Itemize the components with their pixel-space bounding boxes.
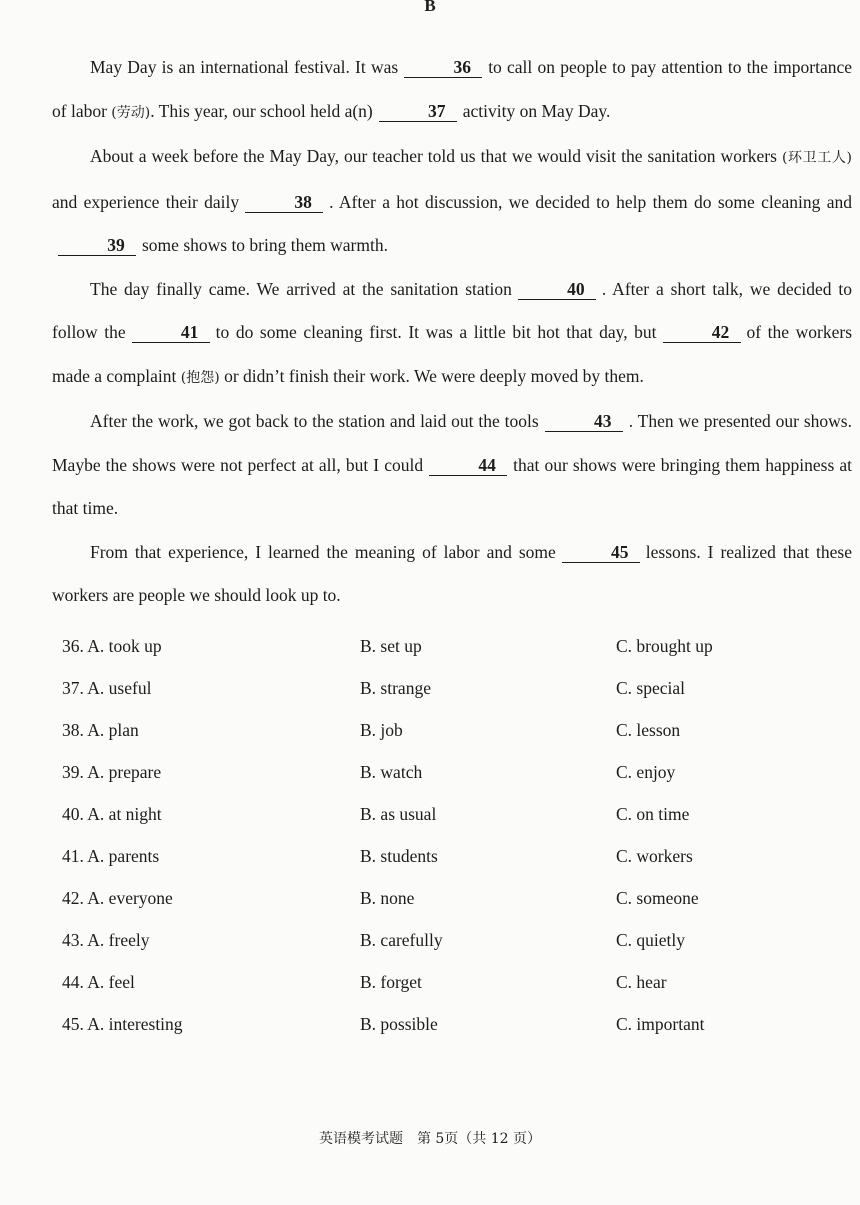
option-b: B. set up: [360, 636, 422, 656]
chinese-gloss: (劳动): [111, 104, 151, 121]
paragraph-5: [52, 531, 852, 618]
option-a: 44. A. feel: [62, 972, 135, 992]
option-b: B. students: [360, 846, 438, 866]
section-label: B: [424, 0, 436, 15]
option-c: C. workers: [616, 846, 693, 866]
blank-43: 43: [545, 411, 623, 432]
question-row: [62, 922, 822, 964]
text: After the work, we got back to the station and laid out the tools: [90, 411, 539, 431]
answer-options: [62, 628, 822, 1048]
option-c: C. someone: [616, 888, 699, 908]
option-c: C. enjoy: [616, 762, 676, 782]
blank-44: 44: [429, 455, 507, 476]
option-a: 37. A. useful: [62, 678, 152, 698]
blank-38: 38: [245, 192, 323, 213]
chinese-gloss: (环卫工人): [781, 150, 852, 166]
text: or didn’t finish their work. We were deeply moved by them.: [224, 365, 644, 386]
cloze-passage: [52, 46, 852, 618]
option-b: B. possible: [360, 1014, 438, 1034]
option-b: B. as usual: [360, 804, 437, 824]
question-row: [62, 628, 822, 670]
option-a: 45. A. interesting: [62, 1014, 183, 1034]
question-row: [62, 880, 822, 922]
option-b: B. none: [360, 888, 415, 908]
option-c: C. brought up: [616, 636, 713, 656]
option-a: 40. A. at night: [62, 804, 162, 824]
text: lessons. I realized that these workers are people we should look up to.: [52, 541, 852, 605]
text: activity on May Day.: [462, 100, 611, 121]
paragraph-3: [52, 268, 852, 401]
blank-42: 42: [663, 322, 741, 343]
blank-37: 37: [379, 101, 457, 122]
text: About a week before the May Day, our teacher told us that we would visit the sanitation workers: [90, 146, 777, 166]
option-c: C. hear: [616, 972, 667, 992]
option-c: C. special: [616, 678, 686, 698]
text: May Day is an international festival. It was: [90, 57, 399, 77]
question-row: [62, 964, 822, 1006]
question-row: [62, 712, 822, 754]
question-row: [62, 796, 822, 838]
text: that our shows were bringing them happiness at that time.: [52, 454, 852, 518]
question-row: [62, 670, 822, 712]
option-b: B. carefully: [360, 930, 443, 950]
paragraph-1: [52, 46, 852, 135]
text: and experience their daily: [52, 191, 240, 212]
chinese-gloss: (抱怨): [180, 369, 220, 386]
text: of the workers made a complaint: [52, 322, 852, 386]
option-a: 39. A. prepare: [62, 762, 162, 782]
text: The day finally came. We arrived at the sanitation station: [90, 278, 512, 299]
blank-40: 40: [518, 279, 596, 300]
text: to call on people to pay attention to the importance of labor: [52, 57, 852, 121]
option-a: 42. A. everyone: [62, 888, 173, 908]
option-b: B. job: [360, 720, 403, 740]
text: some shows to bring them warmth.: [142, 235, 388, 255]
blank-41: 41: [132, 322, 210, 343]
text: . After a short talk, we decided to follow the: [52, 278, 853, 342]
question-row: [62, 1006, 822, 1048]
option-c: C. lesson: [616, 720, 681, 740]
option-c: C. important: [616, 1014, 705, 1034]
option-a: 38. A. plan: [62, 720, 139, 740]
question-row: [62, 838, 822, 880]
option-a: 36. A. took up: [62, 636, 162, 656]
text: . After a hot discussion, we decided to help them do some cleaning and: [329, 191, 852, 212]
option-b: B. forget: [360, 972, 422, 992]
option-b: B. watch: [360, 762, 423, 782]
text: . Then we presented our shows. Maybe the shows were not perfect at all, but I could: [52, 411, 852, 475]
option-a: 41. A. parents: [62, 846, 160, 866]
blank-45: 45: [562, 542, 640, 563]
paragraph-2: [52, 135, 852, 268]
option-a: 43. A. freely: [62, 930, 150, 950]
option-c: C. on time: [616, 804, 690, 824]
option-b: B. strange: [360, 678, 431, 698]
question-row: [62, 754, 822, 796]
option-c: C. quietly: [616, 930, 686, 950]
page-footer: 英语模考试题 第 5页（共 12 页）: [318, 1131, 542, 1147]
text: . This year, our school held a(n): [150, 100, 373, 121]
paragraph-4: [52, 400, 852, 531]
blank-39: 39: [58, 235, 136, 256]
blank-36: 36: [404, 57, 482, 78]
text: to do some cleaning first. It was a little bit hot that day, but: [215, 322, 657, 342]
text: From that experience, I learned the meaning of labor and some: [90, 541, 556, 562]
